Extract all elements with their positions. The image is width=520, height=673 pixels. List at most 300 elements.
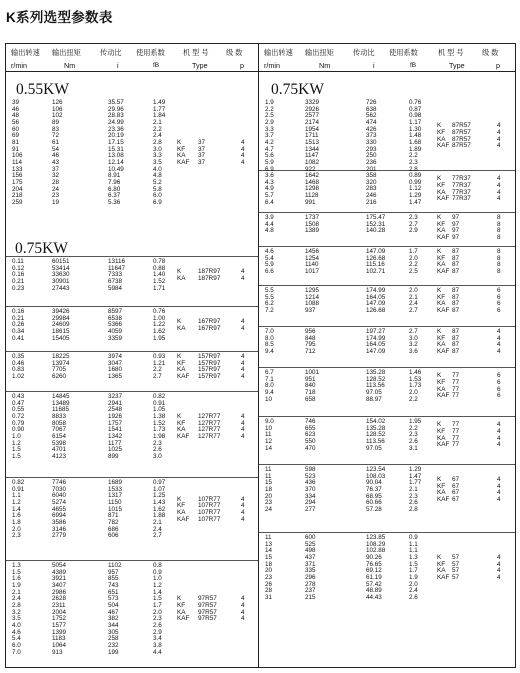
ratio-col-cell: 123.54 [366,466,386,473]
torque-col-cell: 1147 [305,152,319,160]
factor-col-cell: 3.6 [409,347,418,355]
ratio-col-cell: 76.65 [366,560,382,568]
torque-col-cell: 277 [305,505,316,513]
ratio-col-cell: 562 [366,112,377,120]
torque-col-cell: 848 [305,334,316,342]
torque-col-cell: 3407 [52,581,67,589]
speed-col-cell: 5.6 [265,152,274,160]
torque-col-cell: 6154 [52,432,67,440]
torque-col-cell: 550 [305,437,316,445]
torque-col-cell: 913 [52,648,63,656]
speed-col-cell: 4.2 [265,138,274,146]
ratio-col-cell: 174.99 [366,334,386,342]
model-p: 8 [497,220,501,228]
factor-col-cell: 2.3 [409,492,418,500]
factor-col-cell: 5.2 [153,178,162,186]
model-type: KA [437,341,446,349]
speed-col-cell: 31 [265,593,273,601]
factor-col-cell: 3.3 [153,152,162,160]
speed-col-cell: 8.0 [265,334,274,342]
ratio-col-cell: 6538 [108,314,123,322]
torque-col-cell: 1456 [305,248,320,255]
torque-col-cell: 1752 [52,615,67,623]
torque-col-cell: 215 [305,593,316,601]
torque-col-cell: 6260 [52,372,67,380]
model-p: 4 [497,334,501,342]
torque-col-cell: 237 [305,587,316,595]
factor-col-cell: 1.47 [409,472,422,480]
speed-col-cell: 7.2 [265,306,274,314]
model-p: 4 [497,188,501,196]
model-p: 4 [497,347,501,355]
ratio-col-cell: 7.96 [108,178,121,186]
model-model: 87 [452,254,460,262]
model-row [259,575,515,582]
torque-col-cell: 5398 [52,439,67,447]
model-model: 67 [452,495,460,503]
torque-col-cell: 371 [305,560,316,568]
spec-group [259,419,515,465]
speed-col-cell: 1.4 [12,505,21,513]
factor-col-cell: 1.2 [153,581,162,589]
factor-col-cell: 0.9 [153,568,162,576]
ratio-col-cell: 102.71 [366,267,386,275]
model-row [6,160,258,167]
ratio-col-cell: 250 [366,152,377,160]
ratio-col-cell: 128.52 [366,431,386,439]
speed-col-cell: 175 [12,178,23,186]
torque-col-cell: 712 [305,347,316,355]
model-model: 57 [452,573,460,581]
speed-col-cell: 9.4 [265,388,274,396]
speed-col-cell: 6.0 [12,641,21,649]
model-type: KA [437,227,446,235]
model-model: 107R77 [198,502,221,510]
torque-col-cell: 1508 [305,220,320,228]
factor-col-cell: 1.52 [153,277,166,285]
model-p: 4 [241,601,245,609]
model-type: KAF [177,615,190,623]
factor-col-cell: 2.9 [153,628,162,636]
model-row [6,354,258,361]
ratio-col-cell: 1689 [108,479,123,486]
header-ratio: 传动比 [100,48,122,57]
speed-col-cell: 0.43 [12,393,25,400]
speed-col-cell: 4.8 [265,227,274,235]
factor-col-cell: 3.0 [409,334,418,342]
speed-col-cell: 3.5 [12,615,21,623]
torque-col-cell: 498 [305,547,316,555]
model-type: K [177,353,182,360]
torque-col-cell: 3921 [52,575,67,583]
model-p: 4 [497,567,501,575]
model-type: KAF [177,372,190,380]
speed-col-cell: 4.6 [265,248,274,255]
speed-col-cell: 48 [12,112,20,120]
factor-col-cell: 2.0 [409,388,418,396]
torque-col-cell: 1295 [305,287,320,294]
factor-col-cell: 2.4 [409,587,418,595]
header-speed: 输出转速 [264,48,293,57]
model-row [259,222,515,229]
model-row [259,387,515,394]
model-model: 157R97 [198,359,221,367]
torque-col-cell: 294 [305,499,316,507]
model-row [259,190,515,197]
torque-col-cell: 72 [52,132,60,140]
torque-col-cell: 4655 [52,505,67,513]
torque-col-cell: 2628 [52,595,67,603]
torque-col-cell: 18225 [52,353,70,360]
factor-col-cell: 2.7 [153,372,162,380]
model-p: 8 [497,261,501,269]
model-p: 8 [497,227,501,235]
torque-col-cell: 523 [305,472,316,480]
ratio-col-cell: 283 [366,185,377,193]
model-model: 77 [452,392,460,400]
factor-col-cell: 1.00 [153,314,166,322]
speed-col-cell: 1.8 [12,518,21,526]
torque-col-cell: 2779 [52,532,67,540]
model-row [259,183,515,190]
factor-col-cell: 2.1 [153,118,162,126]
model-row [259,249,515,256]
model-model: 97 [452,233,460,241]
model-model: 77 [452,441,460,449]
torque-col-cell: 296 [305,573,316,581]
ratio-col-cell: 426 [366,125,377,133]
ratio-col-cell: 5984 [108,284,123,292]
model-model: 87 [452,328,460,335]
speed-col-cell: 1.6 [12,575,21,583]
torque-col-cell: 28 [52,178,60,186]
speed-col-cell: 0.90 [12,426,25,434]
ratio-col-cell: 330 [366,138,377,146]
ratio-col-cell: 899 [108,452,119,460]
factor-col-cell: 1.43 [153,498,166,506]
model-block [6,319,258,332]
spec-group [6,100,258,257]
model-p: 4 [241,353,245,360]
torque-col-cell: 937 [305,306,316,314]
speed-col-cell: 5.9 [265,158,274,166]
model-p: 4 [241,267,245,275]
model-type: KF [177,601,186,609]
ratio-col-cell: 8.91 [108,172,121,180]
factor-col-cell: 1.84 [153,112,166,120]
model-model: 107R77 [198,508,221,516]
ratio-col-cell: 13116 [108,258,126,265]
model-row [259,262,515,269]
torque-col-cell: 956 [305,328,316,335]
speed-col-cell: 1.5 [12,568,21,576]
factor-col-cell: 2.1 [409,485,418,493]
model-p: 8 [497,233,501,241]
model-row [259,196,515,203]
factor-col-cell: 4.8 [153,172,162,180]
model-row [6,326,258,333]
factor-col-cell: 1.77 [153,105,166,113]
model-type: KAF [437,233,450,241]
model-model: 127R77 [198,432,221,440]
ratio-col-cell: 102.88 [366,547,386,555]
speed-col-cell: 3.2 [12,608,21,616]
ratio-col-cell: 293 [366,145,377,153]
ratio-col-cell: 90.04 [366,479,382,487]
model-model: 97 [452,220,460,228]
model-type: KA [177,426,186,434]
model-p: 4 [497,122,501,130]
model-row [6,421,258,428]
model-row [6,361,258,368]
ratio-col-cell: 855 [108,575,119,583]
unit-ratio: i [117,61,119,70]
ratio-col-cell: 1926 [108,412,123,420]
model-p: 8 [497,254,501,262]
speed-col-cell: 259 [12,198,23,206]
speed-col-cell: 6.4 [265,198,274,206]
ratio-col-cell: 68.95 [366,492,382,500]
model-block [6,414,258,441]
model-row [6,367,258,374]
speed-col-cell: 0.35 [12,353,25,360]
ratio-col-cell: 28.83 [108,112,124,120]
model-p: 6 [497,392,501,400]
model-row [259,235,515,242]
speed-col-cell: 1.9 [12,581,21,589]
model-block [6,596,258,623]
model-p: 4 [497,142,501,150]
speed-col-cell: 0.16 [12,271,25,279]
torque-col-cell: 37 [52,165,60,173]
model-model: 77 [452,378,460,386]
factor-col-cell: 2.8 [409,505,418,513]
ratio-col-cell: 35.57 [108,99,124,106]
column-headers [259,44,515,72]
model-model: 37 [198,152,206,160]
section-title: 0.75KW [15,240,68,257]
torque-col-cell: 335 [305,567,316,575]
speed-col-cell: 5.9 [265,261,274,269]
model-type: KA [437,300,446,308]
torque-col-cell: 1254 [305,254,320,262]
header-frame: 级 数 [482,48,499,57]
torque-col-cell: 1214 [305,293,320,301]
factor-col-cell: 6.9 [153,198,162,206]
speed-col-cell: 3.3 [265,125,274,133]
torque-col-cell: 6994 [52,512,67,520]
model-model: 77 [452,434,460,442]
torque-col-cell: 102 [52,112,63,120]
speed-col-cell: 0.12 [12,264,25,272]
factor-col-cell: 5.8 [153,185,162,193]
model-row [259,442,515,449]
unit-speed: r/min [11,61,27,70]
model-model: 37 [198,138,206,146]
model-model: 67 [452,475,460,483]
model-type: KA [177,366,186,374]
ratio-col-cell: 199 [108,648,119,656]
model-p: 4 [241,419,245,427]
factor-col-cell: 1.5 [409,560,418,568]
factor-col-cell: 2.3 [153,439,162,447]
speed-col-cell: 6.2 [265,300,274,308]
speed-col-cell: 1.9 [265,99,274,106]
ratio-col-cell: 216 [366,198,377,206]
model-model: 87 [452,334,460,342]
ratio-col-cell: 1342 [108,432,123,440]
speed-col-cell: 1.2 [12,439,21,447]
ratio-col-cell: 11647 [108,264,126,272]
torque-col-cell: 1577 [52,621,67,629]
ratio-col-cell: 467 [108,608,119,616]
factor-col-cell: 0.76 [153,308,166,315]
ratio-col-cell: 88.97 [366,395,382,403]
model-type: KAF [437,573,450,581]
factor-col-cell: 1.46 [409,369,422,376]
model-row [259,349,515,356]
selection-table [5,43,516,668]
torque-col-cell: 795 [305,341,316,349]
model-row [6,603,258,610]
unit-model: Type [192,61,208,70]
model-model: 67 [452,482,460,490]
model-type: KF [437,220,446,228]
model-model: 57 [452,553,460,561]
ratio-col-cell: 152.31 [366,220,386,228]
speed-col-cell: 18 [265,560,273,568]
factor-col-cell: 1.0 [153,575,162,583]
torque-col-cell: 1298 [305,185,320,193]
speed-col-cell: 13 [265,540,273,548]
factor-col-cell: 0.9 [409,534,418,541]
torque-col-cell: 1344 [305,145,320,153]
speed-col-cell: 20 [265,492,273,500]
model-type: KA [177,608,186,616]
ratio-col-cell: 97.05 [366,444,382,452]
model-type: KA [177,324,186,332]
spec-group [6,309,258,352]
model-row [259,490,515,497]
model-p: 4 [241,372,245,380]
speed-col-cell: 6.9 [265,165,274,173]
factor-col-cell: 1.12 [409,185,422,193]
model-p: 4 [497,495,501,503]
factor-col-cell: 2.7 [153,532,162,540]
unit-speed: r/min [264,61,280,70]
speed-col-cell: 60 [12,125,20,133]
ratio-col-cell: 871 [108,512,119,520]
model-row [6,610,258,617]
ratio-col-cell: 174.99 [366,287,386,294]
model-type: KAF [437,392,450,400]
speed-col-cell: 1.0 [12,432,21,440]
ratio-col-cell: 113.56 [366,437,385,445]
speed-col-cell: 2.8 [12,601,21,609]
model-p: 6 [497,378,501,386]
model-model: 57 [452,560,460,568]
model-p: 8 [497,267,501,275]
model-type: KAF [437,347,450,355]
unit-ratio: i [373,61,375,70]
torque-col-cell: 600 [305,534,316,541]
spec-group [6,563,258,658]
ratio-col-cell: 2941 [108,399,123,407]
model-p: 8 [497,248,501,255]
torque-col-cell: 1954 [305,125,320,133]
ratio-col-cell: 358 [366,172,377,179]
model-type: KF [437,560,446,568]
spec-group [259,173,515,213]
speed-col-cell: 5.7 [265,191,274,199]
torque-col-cell: 83 [52,125,60,133]
torque-col-cell: 334 [305,492,316,500]
torque-col-cell: 655 [305,424,316,432]
model-model: 67 [452,489,460,497]
header-model: 机 型 号 [438,48,464,57]
ratio-col-cell: 1757 [108,419,123,427]
model-row [259,429,515,436]
factor-col-cell: 1.48 [409,132,422,140]
factor-col-cell: 2.3 [153,615,162,623]
model-type: K [177,267,182,275]
spec-group [259,535,515,604]
torque-col-cell: 15405 [52,334,70,342]
torque-col-cell: 525 [305,540,316,548]
spec-group [259,370,515,417]
torque-col-cell: 2004 [52,608,67,616]
model-type: K [177,138,182,146]
torque-col-cell: 27443 [52,284,70,292]
speed-col-cell: 24 [265,505,273,513]
header-factor: 使用系数 [136,48,165,57]
speed-col-cell: 4.0 [12,621,21,629]
torque-col-cell: 4389 [52,568,67,576]
model-model: 77 [452,427,460,435]
ratio-col-cell: 382 [108,615,119,623]
factor-col-cell: 2.2 [409,395,418,403]
model-type: KF [437,378,446,386]
speed-col-cell: 7.0 [12,648,21,656]
torque-col-cell: 106 [52,105,63,113]
ratio-col-cell: 15.31 [108,145,124,153]
model-type: KF [437,293,446,301]
ratio-col-cell: 23.36 [108,125,124,133]
factor-col-cell: 2.0 [409,254,418,262]
model-row [259,123,515,130]
speed-col-cell: 23 [265,573,273,581]
model-p: 4 [241,502,245,510]
model-p: 4 [241,515,245,523]
factor-col-cell: 2.8 [409,165,418,173]
speed-col-cell: 3.7 [265,132,274,140]
factor-col-cell: 2.9 [409,227,418,235]
model-p: 4 [497,560,501,568]
speed-col-cell: 8.0 [265,382,274,390]
model-p: 4 [497,181,501,189]
ratio-col-cell: 8597 [108,308,123,315]
torque-col-cell: 278 [305,580,316,588]
factor-col-cell: 1.71 [153,284,166,292]
factor-col-cell: 6.0 [153,192,162,200]
model-p: 4 [497,573,501,581]
ratio-col-cell: 474 [366,118,377,126]
torque-col-cell: 7030 [52,485,67,493]
ratio-col-cell: 57.42 [366,580,382,588]
model-type: KF [437,427,446,435]
factor-col-cell: 1.53 [409,375,422,383]
ratio-col-cell: 236 [366,158,377,166]
